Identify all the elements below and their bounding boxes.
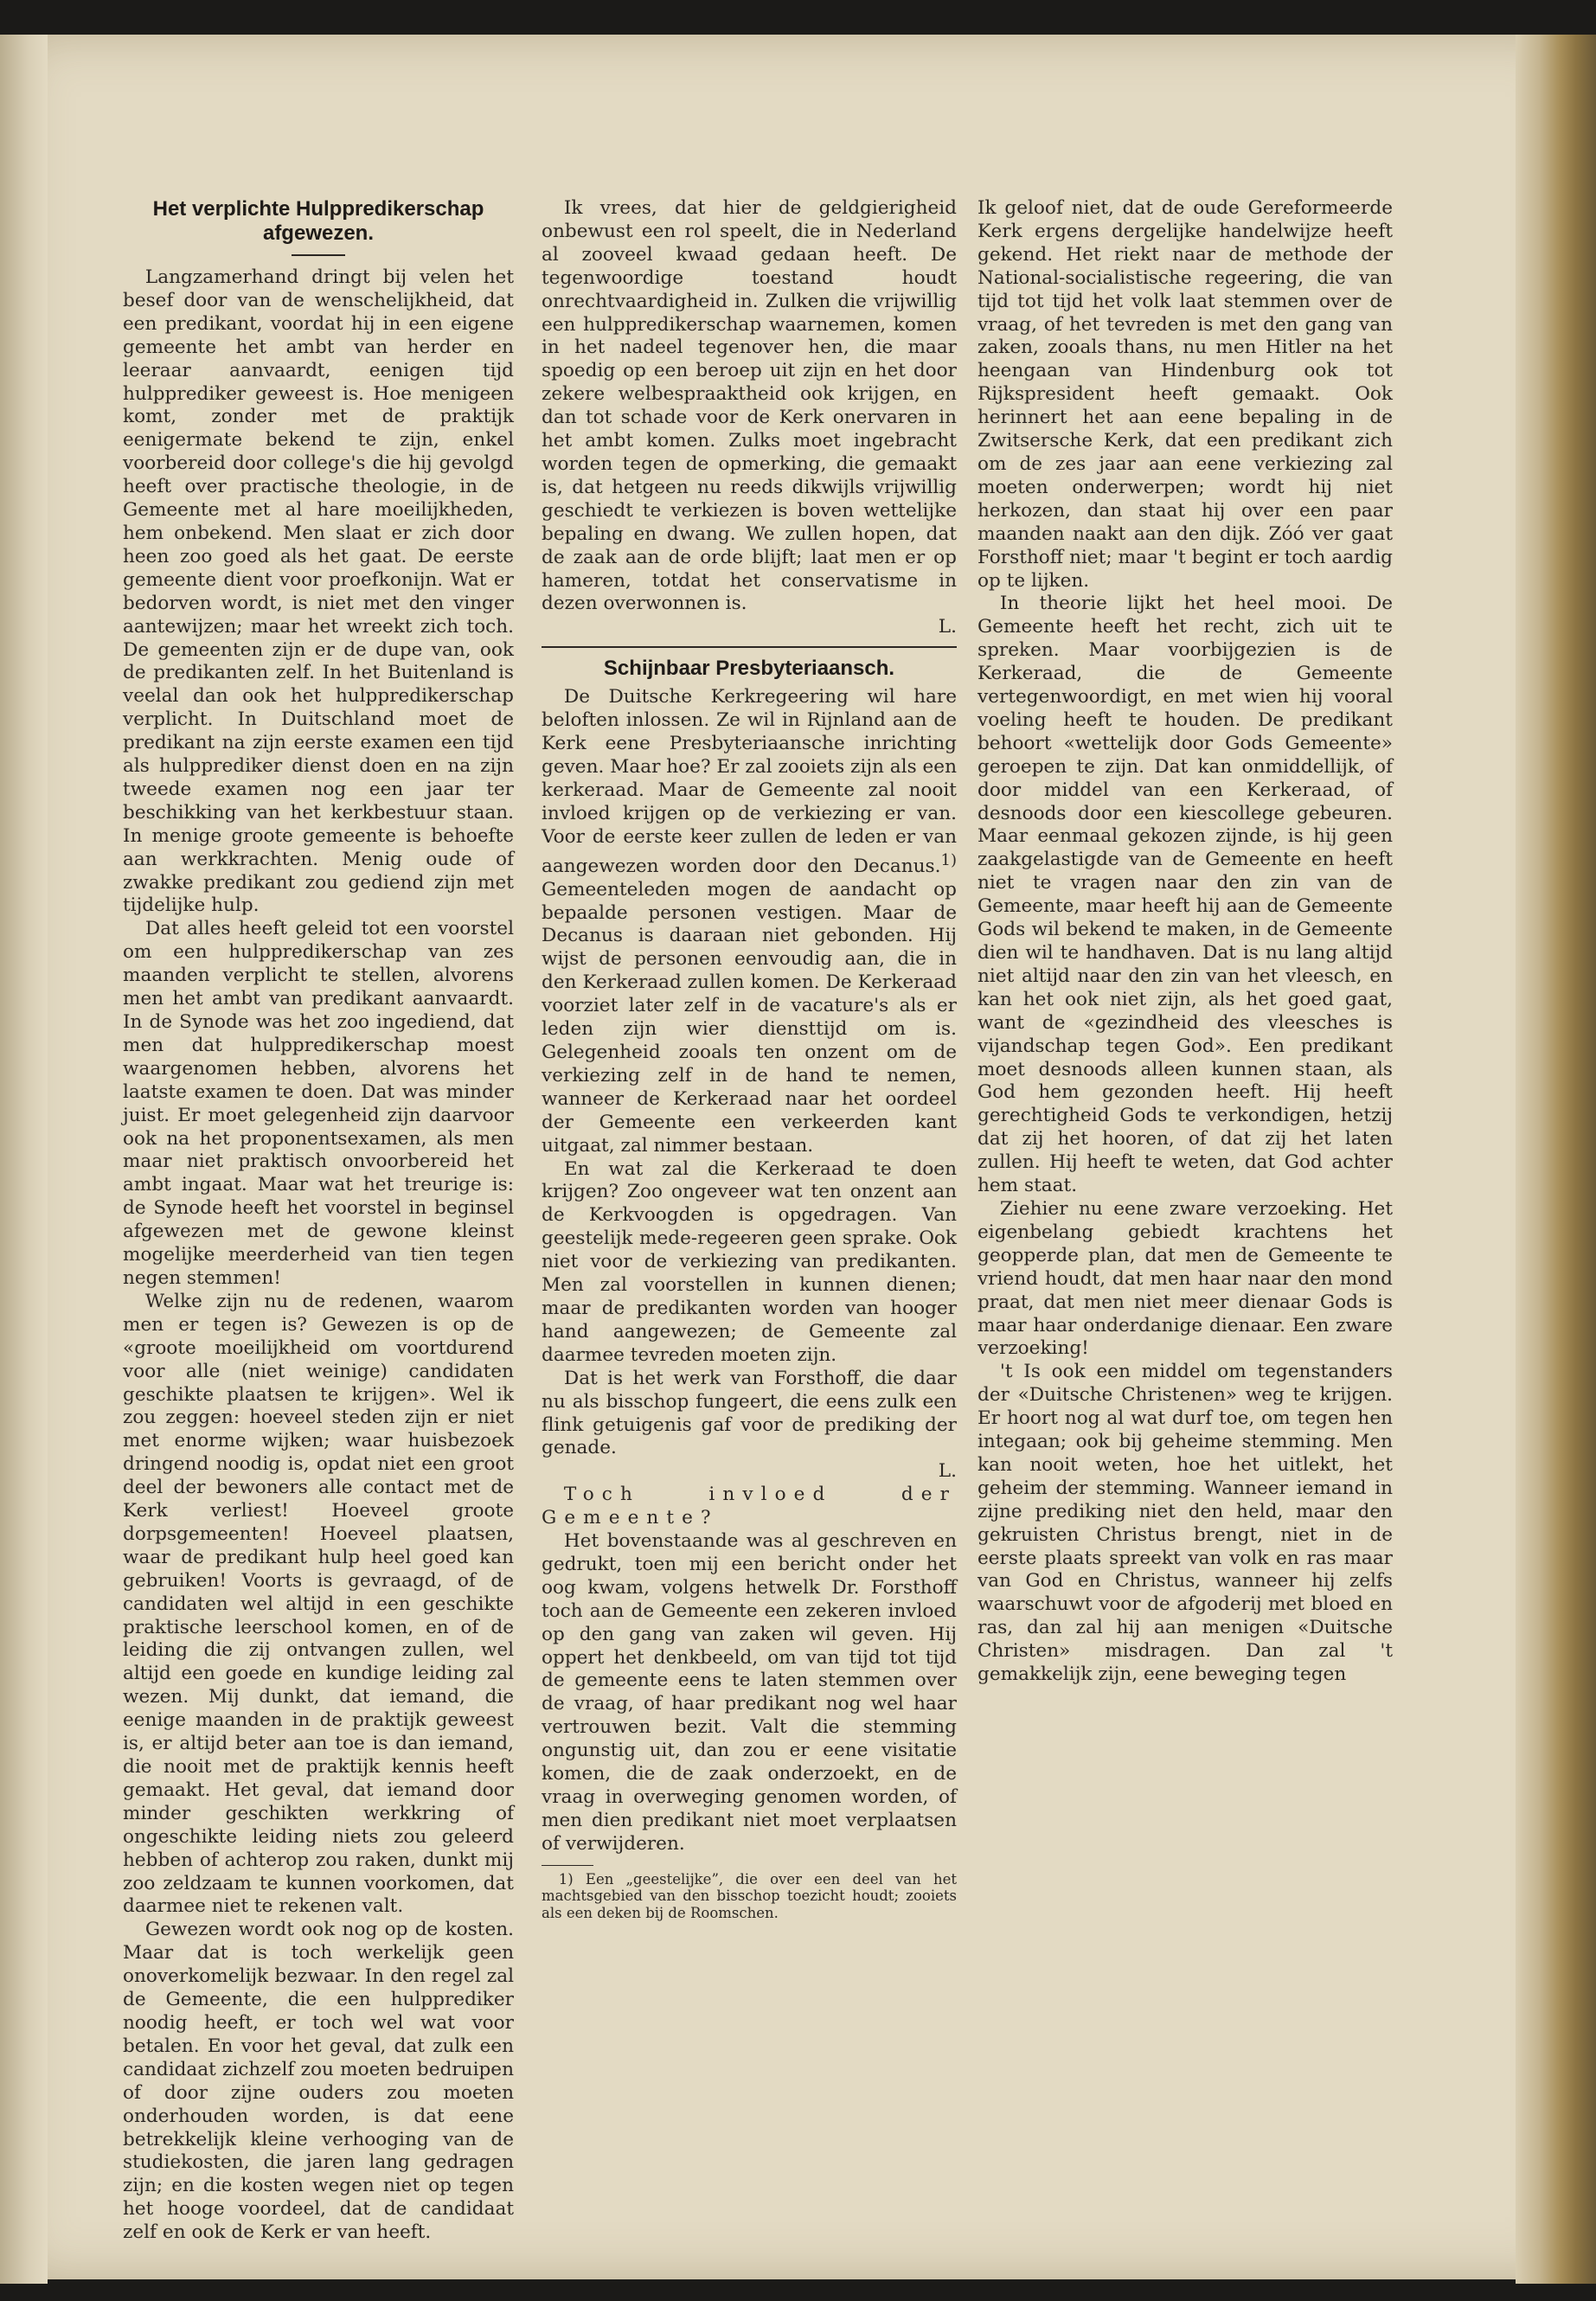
section-paragraph: In theorie lijkt het heel mooi. De Gemeente heeft het recht, zich uit te spreken. Maar voorbijgezien is de Kerkeraad, die de Gemeente vertegenwoordigt, en met wien hij vooral voeling heeft te houden. De predikant behoort «wettelijk door Gods Gemeente» geroepen te zijn. Dat kan onmiddellijk, of door middel van een Kerkeraad, of desnoods door een kiescollege gebeuren. Maar eenmaal gekozen zijnde, is hij geen zaakgelastigde van de Gemeente en heeft niet te vragen naar den zin van de Gemeente, maar heeft hij aan de Gemeente Gods wil bekend te maken, in de Gemeente dien wil te handhaven. Dat is nu lang altijd niet altijd naar den zin van het vleesch, en kan het ook niet zijn, als het goed gaat, want de «gezindheid des vleesches is vijandschap tegen God». Een predikant moet desnoods alleen kunnen staan, als God hem gezonden heeft. Hij heeft gerechtigheid Gods te verkondigen, hetzij dat zij het hooren, of dat zij het laten zullen. Hij heeft te weten, dat God achter hem staat. (977, 593, 1393, 1197)
footnote-marker: 1) (940, 850, 957, 869)
section-paragraph: Ik geloof niet, dat de oude Gereformeerde Kerk ergens dergelijke handelwijze heeft gekend. Het riekt naar de methode der National-socialistische regeering, die van tijd tot tijd het volk laat stemmen over de vraag, of het tevreden is met den gang van zaken, zooals thans, nu men Hitler na het heengaan van Hindenburg ook tot Rijkspresident heeft gemaakt. Ook herinnert het aan eene bepaling in de Zwitsersche Kerk, dat een predikant zich om de zes jaar aan eene verkiezing zal moeten onderwerpen; wordt hij niet herkozen, dan staat hij over een paar maanden naakt aan den dijk. Zóó ver gaat Forsthoff niet; maar 't begint er toch aardig op te lijken. (977, 197, 1393, 592)
column-1 (123, 197, 514, 2245)
article1-paragraph: Dat alles heeft geleid tot een voorstel om een hulppredikerschap van zes maanden verplicht te stellen, alvorens men het ambt van predikant aanvaardt. In de Synode was het zoo ingediend, dat men dat hulppredikerschap moest waargenomen hebben, alvorens het laatste examen te doen. Dat was minder juist. Er moet gelegenheid zijn daarvoor ook na het proponentsexamen, als men maar niet praktisch onvoorbereid het ambt ingaat. Maar wat het treurige is: de Synode heeft het voorstel in beginsel afgewezen met de gewone kleinst mogelijke meerderheid van tien tegen negen stemmen! (123, 918, 514, 1289)
page-left-edge (0, 35, 48, 2284)
article2-paragraph: Dat is het werk van Forsthoff, die daar nu als bisschop fungeert, die eens zulk een flink getuigenis gaf voor de prediking der genade. (542, 1367, 957, 1459)
article2-paragraph (542, 686, 957, 1157)
article1-paragraph: Gewezen wordt ook nog op de kosten. Maar dat is toch werkelijk geen onoverkomelijk bezwaar. In den regel zal de Gemeente, die een hulpprediker noodig heeft, er toch wel wat voor betalen. En voor het geval, dat zulk een candidaat zichzelf zou moeten bedruipen of door zijne ouders zou moeten onderhouden worden, is dat eene betrekkelijk kleine verhooging van de studiekosten, die jaren lang gedragen zijn; en die kosten wegen niet op tegen het hooge voordeel, dat de candidaat zelf en ook de Kerk er van heeft. (123, 1919, 514, 2244)
title-divider (292, 254, 345, 256)
article1-title (123, 197, 514, 246)
article1-paragraph: Welke zijn nu de redenen, waarom men er tegen is? Gewezen is op de «groote moeilijkheid om voortdurend voor alle (niet weinige) candidaten geschikte plaatsen te krijgen». Wel ik zou zeggen: hoeveel steden zijn er niet met enorme wijken; waar huisbezoek dringend noodig is, opdat niet een groot deel der bewoners alle contact met de Kerk verliest! Hoeveel groote dorpsgemeenten! Hoeveel plaatsen, waar de predikant hulp heel goed kan gebruiken! Voorts is gevraagd, of de candidaten wel altijd in een geschikte praktische leerschool komen, en of de leiding die zij ontvangen zullen, wel altijd een goede en kundige leiding zal wezen. Mij dunkt, dat iemand, die eenige maanden in de praktijk geweest is, er altijd beter aan toe is dan iemand, die nooit met de praktijk kennis heeft gemaakt. Het geval, dat iemand door minder geschikten werkkring of ongeschikte leiding niets zou geleerd hebben of achterop zou raken, dunkt mij zoo zeldzaam te kunnen voorkomen, dat daarmee niet te rekenen valt. (123, 1290, 514, 1918)
section-paragraph: 't Is ook een middel om tegenstanders der «Duitsche Christenen» weg te krijgen. Er hoort nog al wat durf toe, om tegen hen integaan; ook bij geheime stemming. Men kan nooit weten, hoe het uitlekt, het geheim der stemming. Wanneer iemand in zijne prediking niet den held, maar den gekruisten Christus brengt, niet in de eerste plaats spreekt van volk en ras maar van God en Christus, wanneer hij zelfs waarschuwt voor de afgoderij met bloed en ras, dan zal hij aan menigen «Duitsche Christen» misdragen. Dan zal 't gemakkelijk zijn, eene beweging tegen (977, 1361, 1393, 1686)
article2-signature-line (542, 1460, 957, 1484)
page-right-edge (1516, 35, 1596, 2284)
article-divider (542, 646, 957, 648)
article2-paragraph-continued: Gemeenteleden mogen de aandacht op bepaalde personen vestigen. Maar de Decanus is daaraan niet gebonden. Hij wijst de personen eenvoudig aan, die in den Kerkeraad zullen komen. De Kerkeraad voorziet later zelf in de vacature's als er leden zijn wier diensttijd om is. Gelegenheid zooals ten onzent om de verkiezing zelf in de hand te nemen, wanneer de Kerkeraad naar het oordeel der Gemeente een verkeerden kant uitgaat, zal nimmer bestaan. (542, 878, 957, 1157)
column-3 (977, 197, 1393, 1687)
article1-signature: L. (938, 616, 957, 638)
article1-paragraph: Langzamerhand dringt bij velen het besef door van de wenschelijkheid, dat een predikant, voordat hij in een eigene gemeente het ambt van herder en leeraar aanvaardt, eenigen tijd hulpprediker geweest is. Hoe menigeen komt, zonder met de praktijk eenigermate bekend te zijn, enkel voorbereid door college's die hij gevolgd heeft over practische theologie, in de Gemeente met al hare moeilijkheden, hem onbekend. Men slaat er zich door heen zoo goed als het gaat. De eerste gemeente dient voor proefkonijn. Wat er bedorven wordt, is niet met den vinger aantewijzen; maar het wreekt zich toch. De gemeenten zijn er de dupe van, ook de predikanten zelf. In het Buitenland is veelal dan ook het hulppredikerschap verplicht. In Duitschland moet de predikant na zijn eerste examen een tijd als hulpprediker dienst doen en na zijn tweede examen nog een jaar ter beschikking van het kerkbestuur staan. In menige groote gemeente is behoefte aan werkkrachten. Menig oude of zwakke predikant zou gediend zijn met tijdelijke hulp. (123, 266, 514, 917)
article1-title-line2: afgewezen. (262, 221, 375, 245)
column-2 (542, 197, 957, 1921)
article1-paragraph: Ik vrees, dat hier de geldgierigheid onbewust een rol speelt, die in Nederland al zooveel kwaad gedaan heeft. De tegenwoordige toestand houdt onrechtvaardigheid in. Zulken die vrijwillig een hulppredikerschap waarnemen, komen in het nadeel tegenover hen, die maar spoedig op een beroep uit zijn en het door zekere welbespraaktheid ook krijgen, en dan tot schade voor de Kerk onervaren in het ambt komen. Zulks moet ingebracht worden tegen de opmerking, die gemaakt is, dat hetgeen nu reeds dikwijls vrijwillig geschiedt te verkiezen is boven wettelijke bepaling en dwang. We zullen hopen, dat de zaak aan de orde blijft; laat men er op hameren, totdat het conservatisme in dezen overwonnen is. (542, 197, 957, 615)
article2-paragraph: En wat zal die Kerkeraad te doen krijgen? Zoo ongeveer wat ten onzent aan de Kerkvoogden is opgedragen. Van geestelijk mede-regeeren geen sprake. Ook niet voor de verkiezing van predikanten. Men zal voorstellen in kunnen dienen; maar de predikanten worden van hooger hand aangewezen; de Gemeente zal daarmee tevreden moeten zijn. (542, 1157, 957, 1366)
article2-title: Schijnbaar Presbyteriaansch. (603, 657, 895, 681)
article1-signature-line (542, 616, 957, 639)
footnote: 1) Een „geestelijke”, die over een deel van het machtsgebied van den bisschop toezicht houdt; zooiets als een deken bij de Roomschen. (542, 1870, 957, 1921)
article2-signature: L. (938, 1460, 957, 1483)
section-heading: Toch invloed der Gemeente? (542, 1484, 957, 1529)
section-paragraph: Het bovenstaande was al geschreven en gedrukt, toen mij een bericht onder het oog kwam, volgens hetwelk Dr. Forsthoff toch aan de Gemeente een zekeren invloed op den gang van zaken wil geven. Hij oppert het denkbeeld, om van tijd tot tijd de gemeente eens te laten stemmen over de vraag, of haar predikant nog wel haar vertrouwen bezit. Valt die stemming ongunstig uit, dan zou er eene visitatie komen, die de zaak onderzoekt, en de vraag in overweging genomen worden, of men dien predikant niet moet verplaatsen of verwijderen. (542, 1530, 957, 1855)
footnote-rule (542, 1865, 593, 1866)
article1-title-line1: Het verplichte Hulppredikerschap (152, 197, 484, 221)
article2-paragraph-text: De Duitsche Kerkregeering wil hare beloften inlossen. Ze wil in Rijnland aan de Kerk eene Presbyteriaansche inrichting geven. Maar hoe? Er zal zooiets zijn als een kerkeraad. Maar de Gemeente zal nooit invloed krijgen op de verkiezing er van. Voor de eerste keer zullen de leden er van aangewezen worden door den Decanus. (542, 686, 957, 877)
section-paragraph: Ziehier nu eene zware verzoeking. Het eigenbelang gebiedt krachtens het geopperde plan, dat men de Gemeente te vriend houdt, dat men haar naar den mond praat, dat men niet meer dienaar Gods is maar haar onderdanige dienaar. Een zware verzoeking! (977, 1197, 1393, 1360)
